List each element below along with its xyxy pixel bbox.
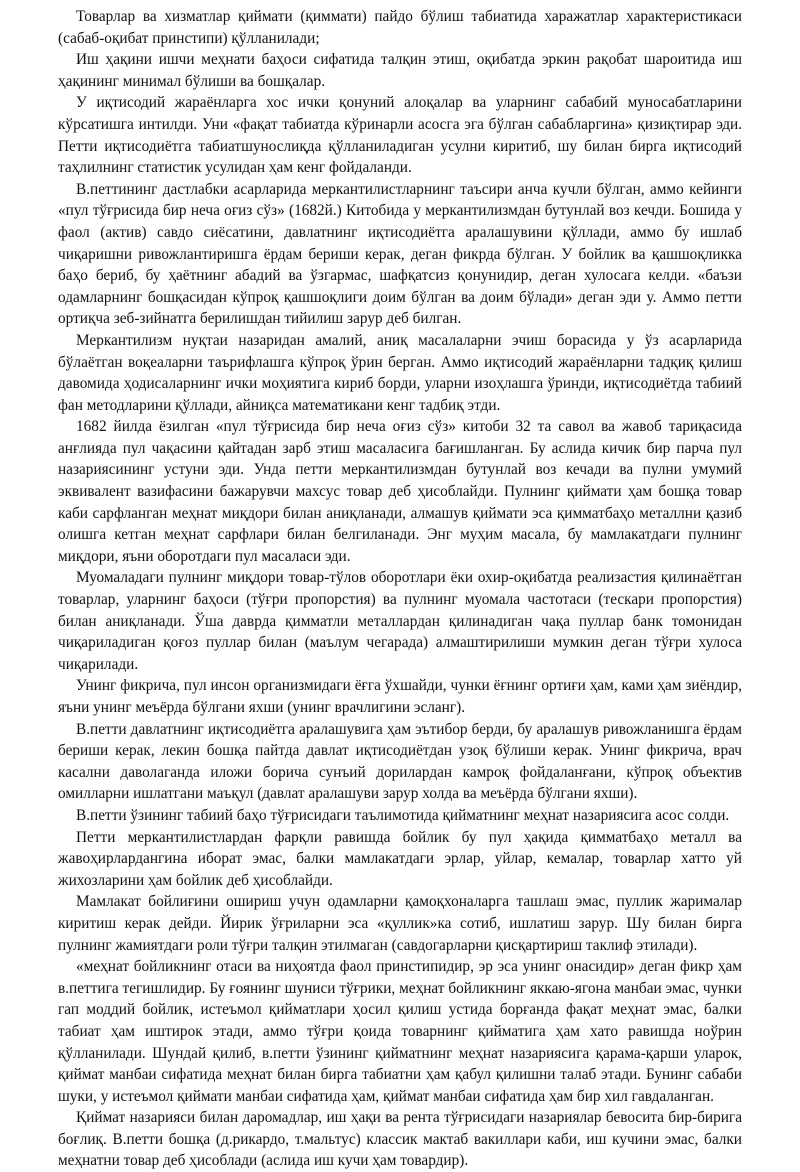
paragraph-12: Мамлакат бойлиғини ошириш учун одамларни қамоқхоналарга ташлаш эмас, пуллик жарималар киритиш керак дейди. Йирик ўғриларни эса «қуллик»ка сотиб, ишлатиш зарур. Шу билан бирга пулнинг жамиятдаги роли тўғри талқин этилмаган (савдогарларни қисқартириш таклиф этилади). <box>58 893 742 954</box>
paragraph-1: Товарлар ва хизматлар қиймати (қиммати) пайдо бўлиш табиатида харажатлар характеристикаси (сабаб-оқибат принстипи) қўлланилади; <box>58 8 742 47</box>
paragraph-5: Меркантилизм нуқтаи назаридан амалий, аниқ масалаларни эчиш борасида у ўз асарларида бўлаётган воқеаларни таърифлашга кўпроқ ўрин берган. Аммо иқтисодий жараёнларни тадқиқ қилиш давомида ҳодисаларнинг ички моҳиятига кириб борди, уларни изоҳлашга ўринди, иқтисодиётда табиий фан методларини қўллади, айниқса математикани кенг тадбиқ этди. <box>58 331 742 414</box>
paragraph-7: Муомаладаги пулнинг миқдори товар-тўлов оборотлари ёки охир-оқибатда реализастия қилинаётган товарлар, уларнинг баҳоси (тўғри пропорстия) ва пулнинг муомала частотаси (тескари пропорстия) билан аниқланади. Ўша даврда қимматли металлардан қилинадиган чақа пуллар банк томонидан чиқариладиган қоғоз пуллар билан (маълум чегарада) алмаштирилиши мумкин деган тўғри хулоса чиқарилади. <box>58 569 742 673</box>
paragraph-9: В.петти давлатнинг иқтисодиётга аралашувига ҳам эътибор берди, бу аралашув ривожланишга ёрдам бериши керак, лекин бошқа пайтда давлат иқтисодиётдан узоқ бўлиши керак. Унинг фикрича, врач касални даволаганда иложи борича сунъий дорилардан камроқ фойдаланғани, кўпроқ объектив омилларни ишлатгани маъқул (давлат аралашуви зарур холда ва меъёрда бўлгани яхши). <box>58 720 742 803</box>
paragraph-8: Унинг фикрича, пул инсон организмидаги ёғга ўхшайди, чунки ёғнинг ортиғи ҳам, ками ҳам зиёндир, яъни унинг меъёрда бўлгани яхши (унинг врачлигини эсланг). <box>58 677 742 716</box>
paragraph-14: Қиймат назарияси билан даромадлар, иш ҳақи ва рента тўғрисидаги назариялар бевосита бир-бирига боғлиқ. В.петти бошқа (д.рикардо, т.мальтус) классик мактаб вакиллари каби, иш кучини эмас, балки меҳнатни товар деб ҳисоблади (аслида иш кучи ҳам товардир). <box>58 1109 742 1170</box>
paragraph-2: Иш ҳақини ишчи меҳнати баҳоси сифатида талқин этиш, оқибатда эркин рақобат шароитида иш ҳақининг минимал бўлиши ва бошқалар. <box>58 51 742 90</box>
paragraph-6: 1682 йилда ёзилган «пул тўғрисида бир неча оғиз сўз» китоби 32 та савол ва жавоб тариқасида анғлияда пул чақасини қайтадан зарб этиш масаласига бағишланган. Бу аслида кичик бир парча пул назариясининг устуни эди. Унда петти меркантилизмдан бутунлай воз кечади ва пулни умумий эквивалент вазифасини бажарувчи махсус товар деб ҳисоблайди. Пулнинг қиймати ҳам бошқа товар каби сарфланган меҳнат миқдори билан аниқланади, алмашув қиймати эса қимматбаҳо металлни қазиб олишга кетган меҳнат сарфлари билан белгиланади. Энг муҳим масала, бу мамлакатдаги пулнинг миқдори, яъни оборотдаги пул масаласи эди. <box>58 418 742 565</box>
paragraph-4: В.петтининг дастлабки асарларида меркантилистларнинг таъсири анча кучли бўлган, аммо кейинги «пул тўғрисида бир неча оғиз сўз» (1682й.) Китобида у меркантилизмдан бутунлай воз кечди. Бошида у фаол (актив) савдо сиёсатини, давлатнинг иқтисодиётга аралашувини қўллади, аммо бу ишлаб чиқаришни ривожлантиришга ёрдам бериши керак, деган фикрда бўлган. У бойлик ва қашшоқликка баҳо бериб, бу ҳаётнинг абадий ва ўзгармас, шафқатсиз қонунидир, деган хулосага келди. «баъзи одамларнинг бошқасидан кўпроқ қашшоқлиги доим бўлган ва доим бўлади» деган эди у. Аммо петти ортиқча зеб-зийнатга берилишдан тийилиш зарур деб билган. <box>58 180 742 328</box>
paragraph-13: «меҳнат бойликнинг отаси ва ниҳоятда фаол принстипидир, эр эса унинг онасидир» деган фикр ҳам в.петтига тегишлидир. Бу ғоянинг шуниси тўғрики, меҳнат бойликнинг яккаю-ягона манбаи эмас, чунки гап моддий бойлик, истеъмол қийматлари ҳосил қилиш устида борғанда фақат меҳнат эмас, балки табиат ҳам иштирок этади, аммо тўғри қоида товарнинг қийматига ҳам хато равишда ноўрин қўлланилади. Шундай қилиб, в.петти ўзининг қийматнинг меҳнат назариясига қарама-қарши уларок, қиймат манбаи сифатида меҳнат билан бирга табиатни ҳам қабул қилишни талаб этади. Бунинг сабаби шуки, у истеъмол қиймати манбаи сифатида ҳам, қиймат манбаи сифатида ҳам бир хил гавдаланган. <box>58 958 742 1105</box>
paragraph-11: Петти меркантилистлардан фарқли равишда бойлик бу пул ҳақида қимматбаҳо металл ва жавоҳирлардангина иборат эмас, балки мамлакатдаги эрлар, уйлар, кемалар, товарлар хатто уй жихозларини ҳам бойлик деб ҳисоблайди. <box>58 828 742 889</box>
paragraph-10: В.петти ўзининг табиий баҳо тўғрисидаги таълимотида қийматнинг меҳнат назариясига асос солди. <box>76 806 730 824</box>
paragraph-3: У иқтисодий жараёнларга хос ички қонуний алоқалар ва уларнинг сабабий муносабатларини кўрсатишга интилди. Уни «фақат табиатда кўринарли асосга эга бўлган сабабларгина» қизиқтирар эди. Петти иқтисодиётга табиатшунослиқда қўлланиладиган усулни киритиб, шу билан бирга иқтисодий таҳлилнинг статистик усулидан ҳам кенг фойдаланди. <box>58 94 742 177</box>
